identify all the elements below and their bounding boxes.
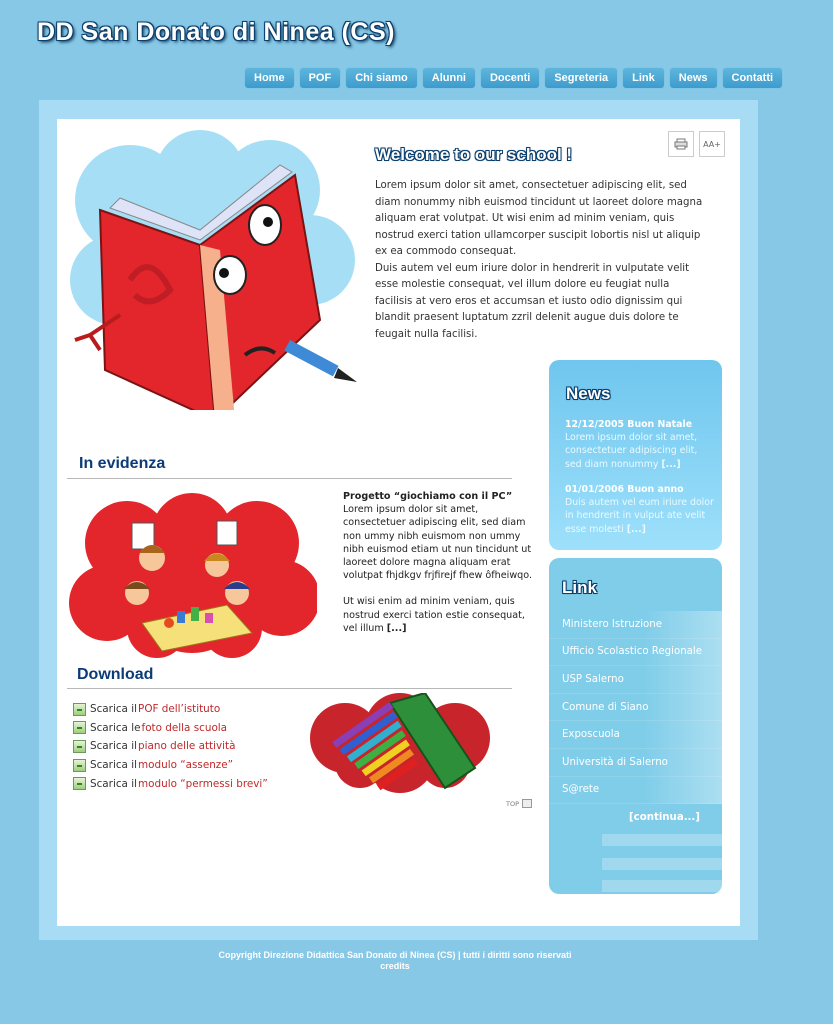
news-box (549, 360, 722, 550)
news-read-more[interactable]: [...] (661, 458, 681, 470)
nav-segreteria[interactable]: Segreteria (544, 67, 618, 89)
news-title: News (566, 384, 611, 403)
download-item-prefix: Scarica il (90, 740, 137, 753)
download-item (73, 774, 268, 793)
link-title: Link (562, 578, 597, 597)
download-item (73, 756, 268, 775)
download-link[interactable]: modulo “permessi brevi” (138, 777, 268, 790)
nav-pof[interactable]: POF (299, 67, 342, 89)
news-read-more[interactable]: [...] (626, 523, 646, 535)
download-item-prefix: Scarica il (90, 703, 137, 716)
evidenza-title: In evidenza (79, 455, 166, 472)
print-icon (674, 138, 688, 150)
section-divider (67, 688, 512, 689)
news-item (565, 418, 715, 471)
top-label: TOP (506, 799, 520, 808)
news-body: Duis autem vel eum iriure dolor in hendrerit in vulput ate velit esse molesti (565, 497, 714, 535)
link-list (549, 611, 722, 804)
download-link[interactable]: foto della scuola (141, 721, 228, 734)
download-link[interactable]: modulo “assenze” (138, 759, 234, 772)
footer-credits-link[interactable]: credits (380, 961, 410, 971)
nav-news[interactable]: News (669, 67, 718, 89)
welcome-paragraph: Lorem ipsum dolor sit amet, consectetuer adipiscing elit, sed diam nonummy nibh euismod tincidunt ut laoreet dolore magna aliquam erat volutpat. Ut wisi enim ad minim veniam, quis nostrud exerci tation ullamcorper suscipit lobortis nisl ut aliquip ex ea commodo consequat. (375, 180, 703, 257)
welcome-text (375, 178, 705, 343)
decorative-stripe (602, 858, 722, 870)
font-size-button[interactable] (699, 131, 725, 157)
nav-alunni[interactable]: Alunni (422, 67, 476, 89)
download-item-prefix: Scarica il (90, 759, 137, 772)
evidenza-article-title: Progetto “giochiamo con il PC” (343, 491, 513, 502)
download-link[interactable]: piano delle attività (138, 740, 236, 753)
evidenza-article-text: Lorem ipsum dolor sit amet, consectetuer adipiscing elit, sed diam non ummy nibh euismom non ummy nibh euismod etiam ut nun tincidunt ut laoreet dolore magna aliquam erat volutpat fhjdkgv frjfirejf fhew ôfheiwqo. (343, 504, 533, 582)
welcome-paragraph: Duis autem vel eum iriure dolor in hendrerit in vulputate velit esse molestie consequat, vel illum dolore eu feugiat nulla facilisis at vero eros et accumsan et iusto odio dignissim qui blandit praesent luptatum zzril delenit augue duis dolore te feugait nulla facilisi. (375, 262, 690, 340)
nav-link[interactable]: Link (622, 67, 665, 89)
download-icon (73, 777, 86, 790)
back-to-top-link[interactable] (506, 799, 532, 808)
download-item (73, 719, 268, 738)
download-item (73, 700, 268, 719)
read-more-link[interactable]: [...] (386, 622, 407, 634)
link-item[interactable]: Exposcuola (549, 721, 722, 749)
decorative-stripe (602, 834, 722, 846)
decorative-stripe (602, 880, 722, 892)
footer (0, 950, 790, 972)
news-item (565, 483, 715, 536)
book-mascot-illustration (70, 130, 360, 410)
download-item-prefix: Scarica le (90, 721, 141, 734)
xylophone-illustration (305, 693, 495, 793)
news-body: Lorem ipsum dolor sit amet, consectetuer adipiscing elit, sed diam nonummy (565, 432, 698, 470)
link-item[interactable]: USP Salerno (549, 666, 722, 694)
link-item[interactable]: Ufficio Scolastico Regionale (549, 639, 722, 667)
nav-home[interactable]: Home (244, 67, 295, 89)
children-playing-illustration (67, 493, 317, 659)
font-size-label: AA+ (703, 139, 721, 149)
footer-copyright: Copyright Direzione Didattica San Donato di Ninea (CS) | tutti i diritti sono riservati (218, 950, 572, 960)
news-date: 12/12/2005 Buon Natale (565, 419, 693, 430)
download-list (73, 700, 268, 793)
evidenza-article-text: Ut wisi enim ad minim veniam, quis nostrud exerci tation estie consequat, vel illum (343, 596, 525, 634)
link-continue-link[interactable]: [continua...] (629, 812, 700, 823)
download-icon (73, 759, 86, 772)
section-divider (67, 478, 512, 479)
download-item (73, 737, 268, 756)
nav-docenti[interactable]: Docenti (480, 67, 540, 89)
download-icon (73, 721, 86, 734)
site-title: DD San Donato di Ninea (CS) (37, 18, 395, 46)
link-item[interactable]: Università di Salerno (549, 749, 722, 777)
link-item[interactable]: Ministero Istruzione (549, 611, 722, 639)
link-item[interactable]: Comune di Siano (549, 694, 722, 722)
download-title: Download (77, 666, 154, 683)
download-icon (73, 703, 86, 716)
link-box (549, 558, 722, 894)
link-item[interactable]: S@rete (549, 777, 722, 805)
download-link[interactable]: POF dell’istituto (138, 703, 221, 716)
news-date: 01/01/2006 Buon anno (565, 484, 684, 495)
evidenza-article (343, 490, 538, 635)
main-nav (244, 67, 783, 89)
download-item-prefix: Scarica il (90, 777, 137, 790)
nav-chi-siamo[interactable]: Chi siamo (345, 67, 418, 89)
arrow-up-icon (522, 799, 532, 808)
nav-contatti[interactable]: Contatti (722, 67, 784, 89)
download-icon (73, 740, 86, 753)
print-button[interactable] (668, 131, 694, 157)
welcome-title: Welcome to our school ! (375, 145, 573, 164)
